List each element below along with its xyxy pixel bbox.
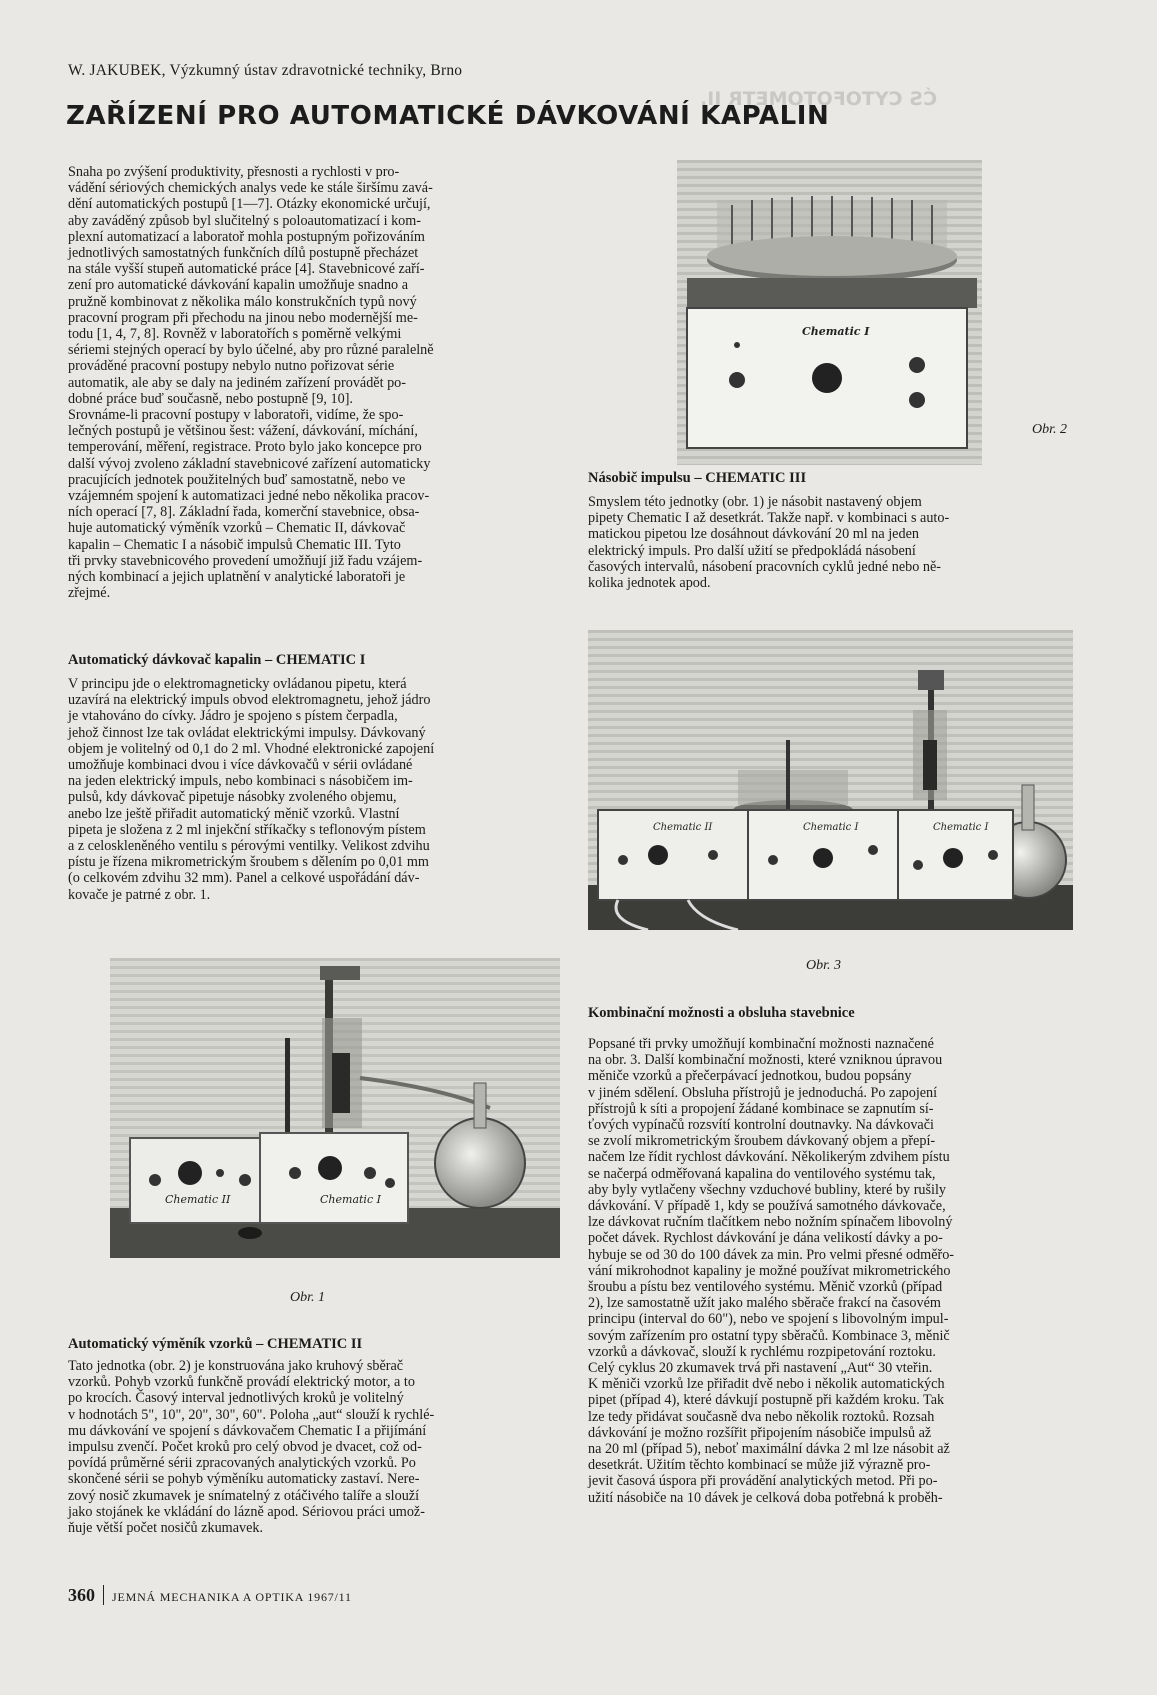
- text-line: vzájemném spojení k automatizaci jedné nebo několika pracov-: [68, 488, 430, 505]
- kombinace-paragraph: [588, 1036, 954, 1506]
- text-line: Smyslem této jednotky (obr. 1) je násobit nastavený objem: [588, 494, 922, 510]
- text-line: jehož činnost lze tak ovládat elektrickými impulsy. Dávkovaný: [68, 724, 426, 741]
- text-line: kapalin – Chematic I a násobič impulsů Chematic III. Tyto: [68, 536, 401, 553]
- panel-label-chematic-1b: Chematic I: [933, 822, 989, 833]
- text-line: počet dávek. Rychlost dávkování je dána velikostí dávky a po-: [588, 1230, 943, 1247]
- text-line: lečných postupů je většinou šest: vážení, dávkování, míchání,: [68, 423, 418, 440]
- text-line: ťových vypínačů rozsvítí kontrolní doutnavky. Na dávkovači: [588, 1117, 934, 1134]
- bleed-through-text: ĆS CYTOFOTOMETR II.: [700, 88, 938, 110]
- text-line: prováděné pracovní postupy nebylo nutno pořizovat série: [68, 358, 395, 375]
- text-line: uzavírá na elektrický impuls obvod elektromagnetu, jehož jádro: [68, 692, 431, 709]
- text-line: tři prvky stavebnicového provedení umožňují již řadu vzájem-: [68, 552, 423, 569]
- text-line: na jeden elektrický impuls, nebo kombinaci s násobičem im-: [68, 773, 413, 790]
- text-line: na obr. 3. Další kombinační možnosti, které vzniknou úpravou: [588, 1052, 943, 1069]
- text-line: dobné práce buď současně, nebo postupně [9, 10].: [68, 390, 353, 407]
- panel-label-chematic-2: Chematic II: [165, 1193, 231, 1206]
- text-line: mu dávkování ve spojení s dávkovačem Chematic I a přijímání: [68, 1422, 427, 1439]
- text-line: Celý cyklus 20 zkumavek trvá při nastavení „Aut“ 30 vteřin.: [588, 1360, 933, 1377]
- text-line: zřejmé.: [68, 585, 111, 602]
- text-line: aby zaváděný způsob byl slučitelný s poloautomatizací i kom-: [68, 212, 422, 229]
- text-line: sovým zařízením pro ostatní typy sběračů. Kombinace 3, měnič: [588, 1327, 950, 1344]
- panel-label-chematic-1: Chematic I: [802, 325, 870, 338]
- text-line: sériemi stejných operací by bylo účelné, aby pro různé paralelně: [68, 342, 434, 359]
- text-line: zový nosič zkumavek je snímatelný z otáčivého talíře a slouží: [68, 1487, 420, 1504]
- chematic-2-paragraph: [68, 1358, 434, 1536]
- text-line: zení pro automatické dávkování kapalin umožňuje snadno a: [68, 277, 408, 294]
- text-line: ných kombinací a jejich uplatnění v analytické laboratoři je: [68, 569, 406, 586]
- text-line: elektrický impuls. Pro další užití se předpokládá násobení: [588, 542, 916, 559]
- chematic-3-paragraph: [588, 494, 949, 591]
- text-line: 2), lze samostatně užít jako malého sběrače frakcí na časovém: [588, 1295, 941, 1312]
- text-line: anebo lze ještě přiřadit automatický měnič vzorků. Vlastní: [68, 805, 400, 822]
- text-line: ňuje větší počet nosičů zkumavek.: [68, 1520, 264, 1537]
- text-line: V principu jde o elektromagneticky ovládanou pipetu, která: [68, 676, 407, 692]
- text-line: jako stojánek ke vkládání do lázně apod. Sériovou práci umož-: [68, 1503, 425, 1520]
- text-line: načem lze řídit rychlost dávkování. Několikerým zdvihem pístu: [588, 1149, 950, 1166]
- text-line: hybuje se od 30 do 100 dávek za min. Pro velmi přesné odměřo-: [588, 1246, 955, 1263]
- chematic-1-paragraph: [68, 676, 434, 903]
- text-line: vádění sériových chemických analys vede ke stále širšímu zavá-: [68, 180, 433, 197]
- text-line: měniče vzorků a přečerpávací jednotkou, budou popsány: [588, 1068, 912, 1085]
- text-line: v hodnotách 5", 10", 20", 30", 60". Poloha „aut“ slouží k rychlé-: [68, 1406, 435, 1423]
- text-line: principu (interval do 60"), nebo ve spojení s libovolným impul-: [588, 1311, 949, 1328]
- text-line: todu [1, 4, 7, 8]. Rovněž v laboratořích s poměrně velkými: [68, 326, 402, 343]
- text-line: na 20 ml (případ 5), neboť maximální dávka 2 ml lze násobit až: [588, 1441, 950, 1458]
- page-footer: [68, 1585, 352, 1606]
- text-line: je vtahováno do cívky. Jádro je spojeno s pístem čerpadla,: [68, 708, 398, 725]
- text-line: dávkování. V případě 1, kdy se používá samotného dávkovače,: [588, 1198, 946, 1215]
- panel-label-chematic-1a: Chematic I: [803, 822, 859, 833]
- text-line: užití násobiče na 10 dávek je celková doba potřebná k proběh-: [588, 1489, 943, 1506]
- text-line: po krocích. Časový interval jednotlivých kroků je volitelný: [68, 1390, 404, 1407]
- text-line: vání mikrohodnot kapaliny je možné používat mikrometrického: [588, 1262, 951, 1279]
- text-line: umožňuje kombinaci dvou i více dávkovačů v sérii ovládané: [68, 757, 413, 774]
- text-line: automatik, ale aby se daly na jediném zařízení provádět po-: [68, 374, 406, 391]
- text-line: temperování, měření, registrace. Proto bylo jako koncepce pro: [68, 439, 422, 456]
- figure-1-photo: [110, 958, 560, 1258]
- figure-3-caption: Obr. 3: [806, 958, 842, 973]
- figure-1-caption: Obr. 1: [290, 1290, 326, 1305]
- text-line: Snaha po zvýšení produktivity, přesnosti a rychlosti v pro-: [68, 164, 400, 180]
- text-line: na stále vyšší stupeň automatické práce [4]. Stavebnicové zaří-: [68, 261, 425, 278]
- text-line: lze dávkovat ručním tlačítkem nebo nožním spínačem libovolný: [588, 1214, 953, 1231]
- text-line: impulsu zvenčí. Počet kroků pro celý obvod je dvacet, což od-: [68, 1439, 422, 1456]
- text-line: další vývoj zvoleno základní stavebnicové zařízení automaticky: [68, 455, 431, 472]
- text-line: Srovnáme-li pracovní postupy v laboratoři, vidíme, že spo-: [68, 407, 404, 424]
- journal-name: JEMNÁ MECHANIKA A OPTIKA 1967/11: [112, 1590, 352, 1604]
- text-line: jevit časová úspora při provádění analytických metod. Při po-: [588, 1473, 938, 1490]
- panel-label-chematic-1: Chematic I: [320, 1193, 381, 1206]
- text-line: vzorků. Pohyb vzorků funkčně provádí elektrický motor, a to: [68, 1374, 415, 1391]
- text-line: vzorků a dávkovač, slouží k rychlému rozpipetování roztoku.: [588, 1343, 936, 1360]
- text-line: v jiném sdělení. Obsluha přístrojů je jednoduchá. Po zapojení: [588, 1084, 938, 1101]
- text-line: skončené sérii se pohyb výměníku automaticky zastaví. Nere-: [68, 1471, 420, 1488]
- section-heading-kombinace: Kombinační možnosti a obsluha stavebnice: [588, 1005, 855, 1021]
- intro-paragraph: [68, 164, 434, 601]
- text-line: dění automatických postupů [1—7]. Otázky ekonomické určují,: [68, 196, 431, 213]
- text-line: (o celkovém zdvihu 32 mm). Panel a celkové uspořádání dáv-: [68, 870, 420, 887]
- text-line: matickou pipetou lze dosáhnout dávkování 20 ml na jeden: [588, 526, 919, 543]
- text-line: kovače je patrné z obr. 1.: [68, 886, 211, 903]
- footer-divider: [103, 1585, 104, 1605]
- figure-3-photo: [588, 630, 1073, 930]
- text-line: pipet (případ 4), které dávkují postupně při každém kroku. Tak: [588, 1392, 945, 1409]
- section-heading-chematic-2: Automatický výměník vzorků – CHEMATIC II: [68, 1336, 363, 1352]
- text-line: pulsů, kdy dávkovač pipetuje násobky zvoleného objemu,: [68, 789, 397, 806]
- text-line: se načerpá odměřovaná kapalina do ventilového systému tak,: [588, 1165, 936, 1182]
- author-line: W. JAKUBEK, Výzkumný ústav zdravotnické techniky, Brno: [68, 62, 463, 79]
- article-title: ZAŘÍZENÍ PRO AUTOMATICKÉ DÁVKOVÁNÍ KAPALIN: [66, 101, 830, 131]
- text-line: pracujících jednotek použitelných buď samostatně, nebo ve: [68, 471, 406, 488]
- text-line: kolika jednotek apod.: [588, 575, 711, 592]
- text-line: aby byly vytlačeny všechny vzduchové bubliny, které by rušily: [588, 1181, 947, 1198]
- panel-label-chematic-2: Chematic II: [653, 822, 713, 833]
- text-line: K měniči vzorků lze přiřadit dvě nebo i několik automatických: [588, 1376, 945, 1393]
- text-line: jednotlivých samostatných funkčních dílů postupně přecházet: [68, 245, 419, 262]
- text-line: ních operací [7, 8]. Základní řada, komerční stavebnice, obsa-: [68, 504, 420, 521]
- figure-2-caption: Obr. 2: [1032, 422, 1068, 437]
- figure-2-photo: [677, 160, 982, 465]
- text-line: pružně kombinovat z několika málo konstrukčních typů nový: [68, 293, 417, 310]
- text-line: časových intervalů, násobení pracovních cyklů jedné nebo ně-: [588, 558, 941, 575]
- text-line: přístrojů k síti a propojení žádané kombinace se zapnutím sí-: [588, 1100, 934, 1117]
- text-line: pístu je řízena mikrometrickým šroubem s dělením po 0,01 mm: [68, 854, 429, 871]
- text-line: pracovní program při přechodu na jinou nebo modernější me-: [68, 309, 418, 326]
- text-line: povídá průměrné sérii zpracovaných analytických vzorků. Po: [68, 1455, 416, 1472]
- section-heading-chematic-1: Automatický dávkovač kapalin – CHEMATIC I: [68, 652, 366, 668]
- text-line: se zvolí mikrometrickým šroubem dávkovaný objem a přepí-: [588, 1133, 936, 1150]
- text-line: Tato jednotka (obr. 2) je konstruována jako kruhový sběrač: [68, 1358, 404, 1374]
- text-line: lze tedy přidávat současně dva nebo několik roztoků. Rozsah: [588, 1408, 935, 1425]
- text-line: pipeta je složena z 2 ml injekční stříkačky s teflonovým pístem: [68, 821, 426, 838]
- text-line: objem je volitelný od 0,1 do 2 ml. Vhodné elektronické zapojení: [68, 740, 435, 757]
- text-line: šroubu a pístu bez ventilového systému. Měnič vzorků (případ: [588, 1279, 943, 1296]
- text-line: a z celoskleněného ventilu s pérovými ventilky. Velikost zdvihu: [68, 838, 430, 855]
- page-number: 360: [68, 1585, 95, 1605]
- text-line: Popsané tři prvky umožňují kombinační možnosti naznačené: [588, 1036, 934, 1052]
- text-line: huje automatický výměník vzorků – Chematic II, dávkovač: [68, 520, 406, 537]
- section-heading-chematic-3: Násobič impulsu – CHEMATIC III: [588, 470, 807, 486]
- text-line: dávkování je možno rozšířit připojením násobiče impulsů až: [588, 1424, 932, 1441]
- text-line: desetkrát. Užitím těchto kombinací se může již výrazně pro-: [588, 1457, 931, 1474]
- text-line: pipety Chematic I až desetkrát. Takže např. v kombinaci s auto-: [588, 510, 950, 527]
- text-line: plexní automatizací a laboratoř mohla postupným pořizováním: [68, 228, 425, 245]
